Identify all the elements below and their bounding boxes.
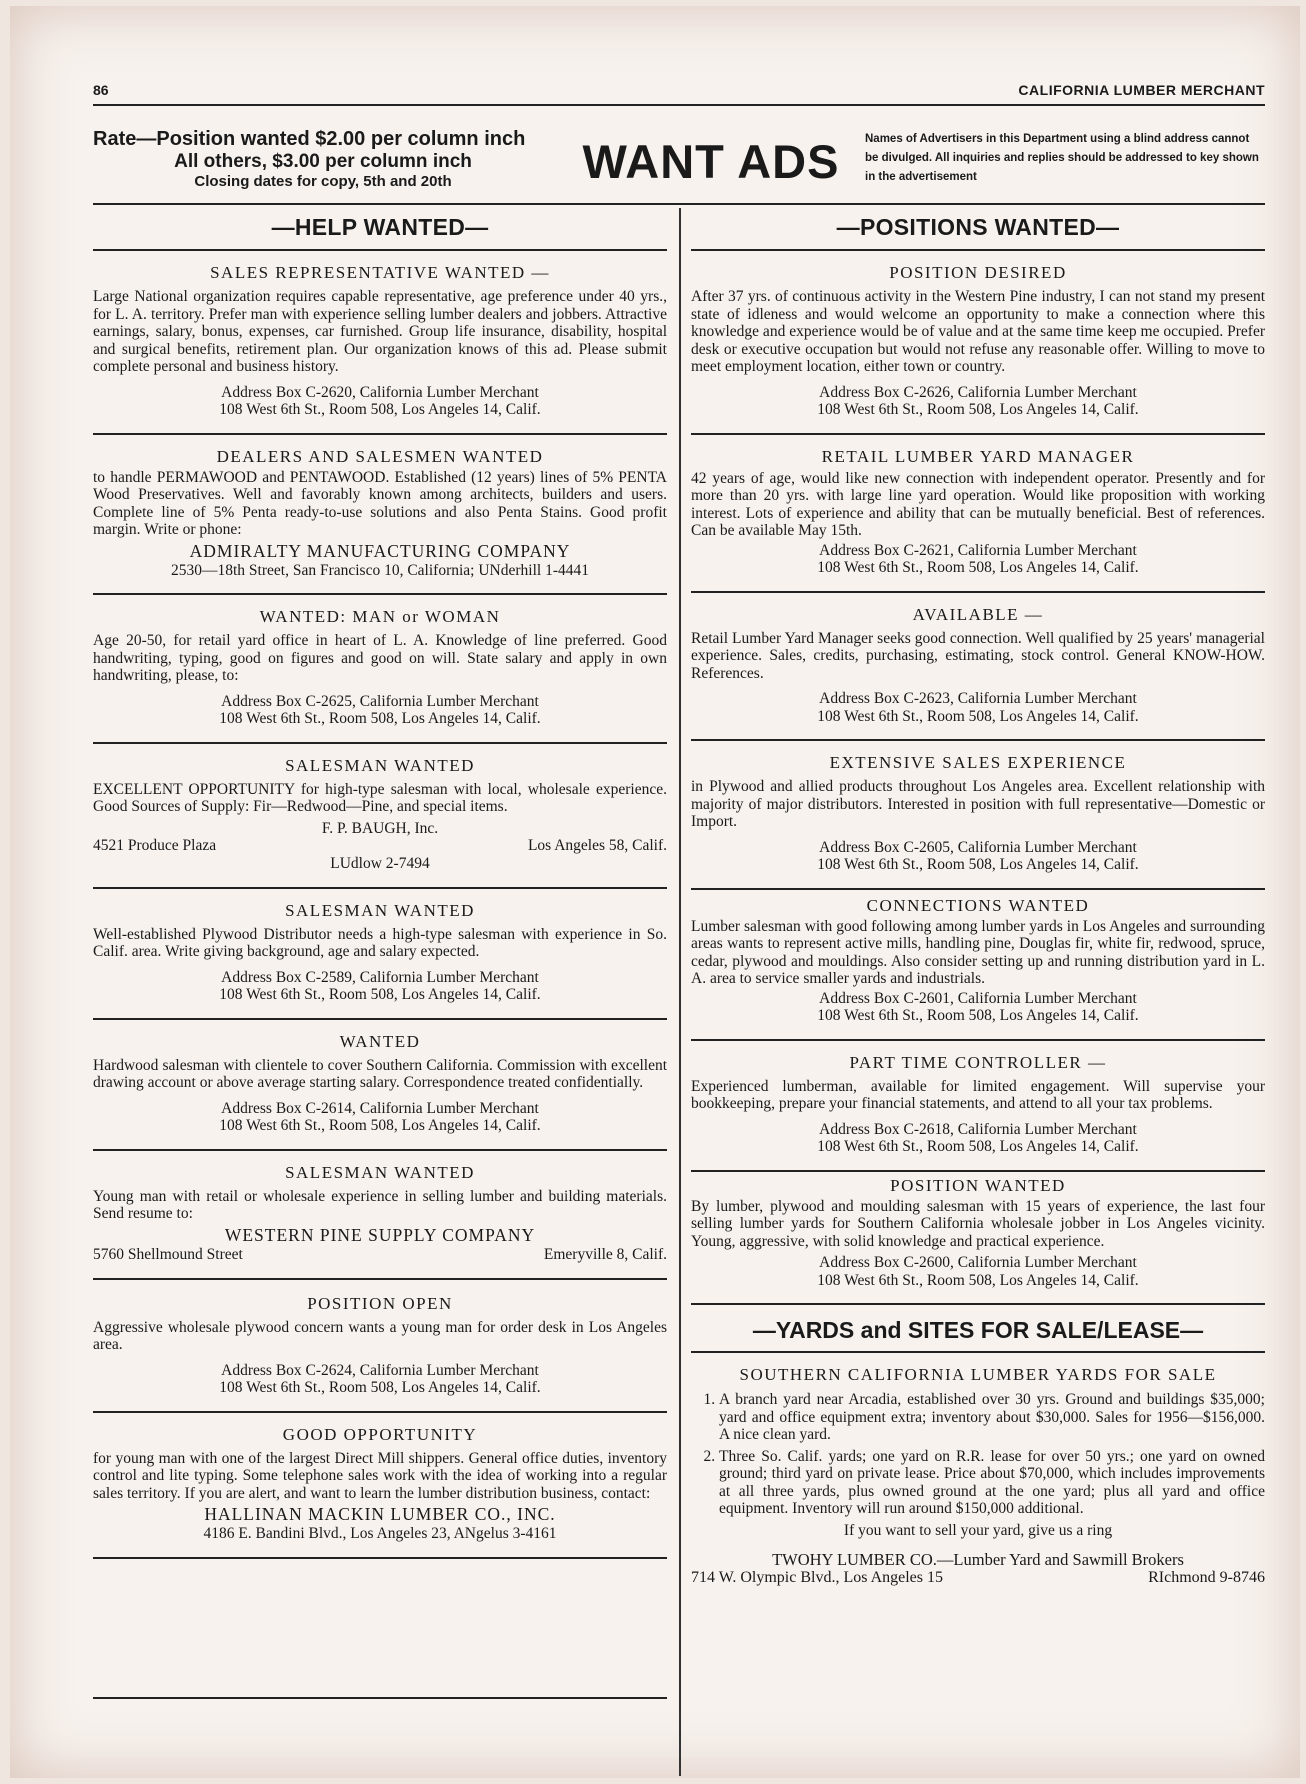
help-wanted-heading: —HELP WANTED— [93, 205, 667, 251]
ad-address-line [93, 1246, 667, 1264]
ad-yard-manager [691, 435, 1265, 593]
column-divider [679, 208, 681, 1776]
ad-part-time-controller [691, 1041, 1265, 1172]
ad-body: By lumber, plywood and moulding salesman with 15 years of experience, the last four selling lumber yards for Southern California wholesale jobber in Los Angeles vicinity. Young, aggressive, with solid knowledge and practical experience. [691, 1197, 1265, 1250]
rate-line-1: Rate—Position wanted $2.00 per column inch [93, 128, 526, 150]
ad-body: Young man with retail or wholesale experience in selling lumber and building materials. Send resume to: [93, 1187, 667, 1222]
address-line-2: 108 West 6th St., Room 508, Los Angeles 14, Calif. [219, 1117, 541, 1134]
address-line-2: 108 West 6th St., Room 508, Los Angeles 14, Calif. [219, 986, 541, 1003]
address-line-2: 108 West 6th St., Room 508, Los Angeles 14, Calif. [219, 401, 541, 418]
address-line-1: Address Box C-2620, California Lumber Merchant [221, 383, 539, 401]
want-ads-header [93, 128, 1265, 200]
yards-list [691, 1391, 1265, 1518]
ad-extensive-sales [691, 741, 1265, 890]
ad-position-open [93, 1280, 667, 1413]
address-line-2: 108 West 6th St., Room 508, Los Angeles 14, Calif. [219, 1379, 541, 1396]
ad-hardwood-salesman [93, 1020, 667, 1151]
ad-address [691, 1254, 1265, 1289]
ad-available [691, 593, 1265, 742]
ad-company: WESTERN PINE SUPPLY COMPANY [224, 1224, 536, 1245]
ad-title: GOOD OPPORTUNITY [282, 1424, 478, 1444]
address-line-1: Address Box C-2589, California Lumber Merchant [221, 968, 539, 986]
ad-body: EXCELLENT OPPORTUNITY for high-type salesman with local, wholesale experience. Good Sources of Supply: Fir—Redwood—Pine, and special items. [93, 780, 667, 815]
page-title: WANT ADS [582, 135, 840, 188]
address-line-1: Address Box C-2614, California Lumber Merchant [221, 1099, 539, 1117]
ad-title: WANTED [339, 1031, 421, 1051]
ad-address [93, 1100, 667, 1135]
address-line-1: Address Box C-2621, California Lumber Merchant [819, 541, 1137, 559]
address-line-2: 108 West 6th St., Room 508, Los Angeles 14, Calif. [817, 1007, 1139, 1024]
ad-address [93, 969, 667, 1004]
ad-body: in Plywood and allied products throughout Los Angeles area. Excellent relationship with majority of major distributors. Interested in position with full representative—Domestic or Import. [691, 778, 1265, 830]
ad-address: 2530—18th Street, San Francisco 10, California; UNderhill 1-4441 [170, 561, 589, 579]
address-line-2: 108 West 6th St., Room 508, Los Angeles 14, Calif. [817, 559, 1139, 576]
ad-yards-for-sale [691, 1353, 1265, 1601]
left-column-bottom-rule [93, 1697, 667, 1699]
ad-body: Age 20-50, for retail yard office in heart of L. A. Knowledge of line preferred. Good handwriting, typing, good on figures and good on will. State salary and apply in own handwriting, please, to: [93, 632, 667, 684]
ad-sales-representative [93, 251, 667, 435]
address-line-2: 108 West 6th St., Room 508, Los Angeles 14, Calif. [817, 707, 1139, 725]
ad-position-desired [691, 251, 1265, 435]
ad-body: After 37 yrs. of continuous activity in the Western Pine industry, I can not stand my present state of idleness and would welcome an opportunity to make a connection where this knowledge and experience would be of value and at the same time keep me occupied. Prefer desk or executive occupation but would not refuse any reasonable offer. Willing to move to meet employment location, either town or country. [691, 288, 1265, 375]
positions-wanted-heading: —POSITIONS WANTED— [691, 205, 1265, 251]
ad-title: DEALERS AND SALESMEN WANTED [216, 446, 544, 466]
ad-title: POSITION DESIRED [889, 263, 1067, 282]
ad-address [691, 839, 1265, 874]
ad-good-opportunity [93, 1413, 667, 1559]
ad-body: Lumber salesman with good following among lumber yards in Los Angeles and surrounding areas wants to represent active mills, handling pine, Douglas fir, white fir, redwood, spruce, cedar, plywood and mouldings. Also consider setting up and running distribution yard in L. A. area to service smaller yards and industrials. [691, 917, 1265, 987]
ad-title: SALESMAN WANTED [285, 900, 475, 920]
address-line-1: Address Box C-2624, California Lumber Merchant [221, 1361, 539, 1379]
phone-number: RIchmond 9-8746 [1148, 1568, 1265, 1586]
ad-body: 42 years of age, would like new connection with independent operator. Presently and for more than 20 yrs. with large line yard operation. Would like proposition with working interest. Lots of experience and ability that can be mutually beneficial. Best of references. Can be available May 15th. [691, 469, 1265, 539]
ad-company: HALLINAN MACKIN LUMBER CO., INC. [204, 1504, 556, 1524]
address-line-2: 108 West 6th St., Room 508, Los Angeles 14, Calif. [817, 856, 1139, 873]
ad-salesman-plywood [93, 889, 667, 1020]
rate-line-3: Closing dates for copy, 5th and 20th [194, 173, 452, 190]
yards-company: TWOHY LUMBER CO.—Lumber Yard and Sawmill Brokers [772, 1550, 1184, 1569]
ad-title: PART TIME CONTROLLER — [849, 1052, 1107, 1072]
address-line-1: Address Box C-2605, California Lumber Merchant [819, 838, 1137, 856]
address-line-2: 108 West 6th St., Room 508, Los Angeles 14, Calif. [817, 1138, 1139, 1155]
ad-body: to handle PERMAWOOD and PENTAWOOD. Established (12 years) lines of 5% PENTA Wood Preservatives. Well and favorably known among architects, builders and users. Complete line of 5% Penta ready-to-use solutions and also Penta Stains. Good profit margin. Write or phone: [93, 468, 667, 538]
ad-title: POSITION OPEN [307, 1293, 453, 1313]
yards-address-line [691, 1569, 1265, 1587]
ad-address-line [93, 837, 667, 855]
ad-position-wanted [691, 1172, 1265, 1306]
address-street: 5760 Shellmound Street [93, 1245, 243, 1263]
positions-wanted-column [691, 205, 1265, 1601]
ad-title: RETAIL LUMBER YARD MANAGER [821, 446, 1135, 466]
rate-line-2: All others, $3.00 per column inch [174, 151, 472, 172]
address-street: 4521 Produce Plaza [93, 837, 217, 854]
ad-company: F. P. BAUGH, Inc. [321, 819, 439, 837]
ad-title: SALESMAN WANTED [285, 755, 475, 775]
address-line-1: Address Box C-2618, California Lumber Merchant [819, 1120, 1137, 1138]
ad-company: ADMIRALTY MANUFACTURING COMPANY [189, 540, 571, 561]
ad-body: Well-established Plywood Distributor needs a high-type salesman with experience in So. Calif. area. Write giving background, age and salary expected. [93, 925, 667, 960]
publication-name: CALIFORNIA LUMBER MERCHANT [1018, 82, 1265, 98]
ad-title: AVAILABLE — [912, 604, 1044, 624]
yards-closing: If you want to sell your yard, give us a ring [843, 1521, 1113, 1539]
ad-body: for young man with one of the largest Direct Mill shippers. General office duties, inventory control and lite typing. Some telephone sales work with the idea of working into a regular sales territory. If you are alert, and want to learn the lumber distribution business, contact: [93, 1449, 667, 1502]
address-line-1: Address Box C-2625, California Lumber Merchant [221, 692, 539, 710]
address-line-2: 108 West 6th St., Room 508, Los Angeles 14, Calif. [817, 401, 1139, 418]
ad-body: Hardwood salesman with clientele to cover Southern California. Commission with excellent drawing account or above average starting salary. Correspondence treated confidentially. [93, 1056, 667, 1091]
ad-title: POSITION WANTED [890, 1175, 1066, 1195]
address-street: 714 W. Olympic Blvd., Los Angeles 15 [691, 1568, 943, 1586]
ad-connections-wanted [691, 890, 1265, 1041]
address-line-2: 108 West 6th St., Room 508, Los Angeles 14, Calif. [817, 1271, 1139, 1289]
ad-dealers-salesmen [93, 435, 667, 596]
ad-salesman-baugh [93, 744, 667, 889]
address-line-2: 108 West 6th St., Room 508, Los Angeles 14, Calif. [219, 710, 541, 727]
ad-title: CONNECTIONS WANTED [866, 895, 1090, 915]
ad-man-or-woman [93, 595, 667, 744]
ad-address [691, 542, 1265, 577]
ad-salesman-western-pine [93, 1151, 667, 1280]
ad-address [691, 990, 1265, 1025]
header-rule [93, 104, 1265, 106]
help-wanted-column [93, 205, 667, 1559]
ad-title: SALESMAN WANTED [285, 1162, 475, 1182]
ad-body: Retail Lumber Yard Manager seeks good connection. Well qualified by 25 years' managerial experience. Sales, credits, purchasing, estimating, stock control. General KNOW-HOW. References. [691, 629, 1265, 682]
ad-address [93, 693, 667, 728]
address-line-1: Address Box C-2600, California Lumber Merchant [819, 1254, 1137, 1271]
ad-address: 4186 E. Bandini Blvd., Los Angeles 23, ANgelus 3-4161 [203, 1525, 557, 1542]
rate-info [93, 128, 553, 190]
ad-address [691, 690, 1265, 725]
address-line-1: Address Box C-2601, California Lumber Merchant [819, 989, 1137, 1007]
ad-address [93, 384, 667, 419]
ad-title: WANTED: MAN or WOMAN [259, 607, 501, 626]
ad-body: Experienced lumberman, available for limited engagement. Will supervise your bookkeeping, prepare your financial statements, and attend to all your tax problems. [691, 1077, 1265, 1112]
ad-address [691, 1121, 1265, 1156]
ad-phone: LUdlow 2-7494 [330, 855, 430, 872]
list-item: 1. A branch yard near Arcadia, established over 30 yrs. Ground and buildings $35,000; yard and office equipment extra; inventory about $30,000. Sales for 1956—$156,000. A nice clean yard. [719, 1391, 1265, 1444]
yards-heading: —YARDS and SITES FOR SALE/LEASE— [691, 1305, 1265, 1353]
address-city: Emeryville 8, Calif. [543, 1245, 667, 1263]
running-header [93, 80, 1265, 104]
ad-title: SALES REPRESENTATIVE WANTED — [210, 263, 550, 282]
page-number: 86 [93, 82, 109, 98]
address-city: Los Angeles 58, Calif. [527, 837, 667, 854]
ad-address [93, 1362, 667, 1397]
ad-body: Large National organization requires capable representative, age preference under 40 yrs., for L. A. territory. Prefer man with experience selling lumber dealers and jobbers. Attractive earnings, salary, bonus, expenses, car furnished. Group life insurance, disability, hospital and surgical benefits, retirement plan. Our organization knows of this ad. Please submit complete personal and business history. [93, 288, 667, 375]
ad-address [691, 384, 1265, 419]
ad-title: SOUTHERN CALIFORNIA LUMBER YARDS FOR SALE [739, 1365, 1217, 1384]
advertiser-notice: Names of Advertisers in this Department using a blind address cannot be divulged. All inquiries and replies should be addressed to key shown in the advertisement [865, 133, 1259, 183]
ad-title: EXTENSIVE SALES EXPERIENCE [829, 753, 1127, 772]
list-item: 2. Three So. Calif. yards; one yard on R.R. lease for over 50 yrs.; one yard on owned ground; third yard on private lease. Price about $70,000, which includes improvements at all three yards, plus owned ground at the one yard; plus all yard and office equipment. Inventory will run around $150,000 additional. [719, 1448, 1265, 1518]
address-line-1: Address Box C-2626, California Lumber Merchant [819, 383, 1137, 401]
address-line-1: Address Box C-2623, California Lumber Merchant [819, 690, 1137, 707]
ad-body: Aggressive wholesale plywood concern wants a young man for order desk in Los Angeles area. [93, 1318, 667, 1353]
